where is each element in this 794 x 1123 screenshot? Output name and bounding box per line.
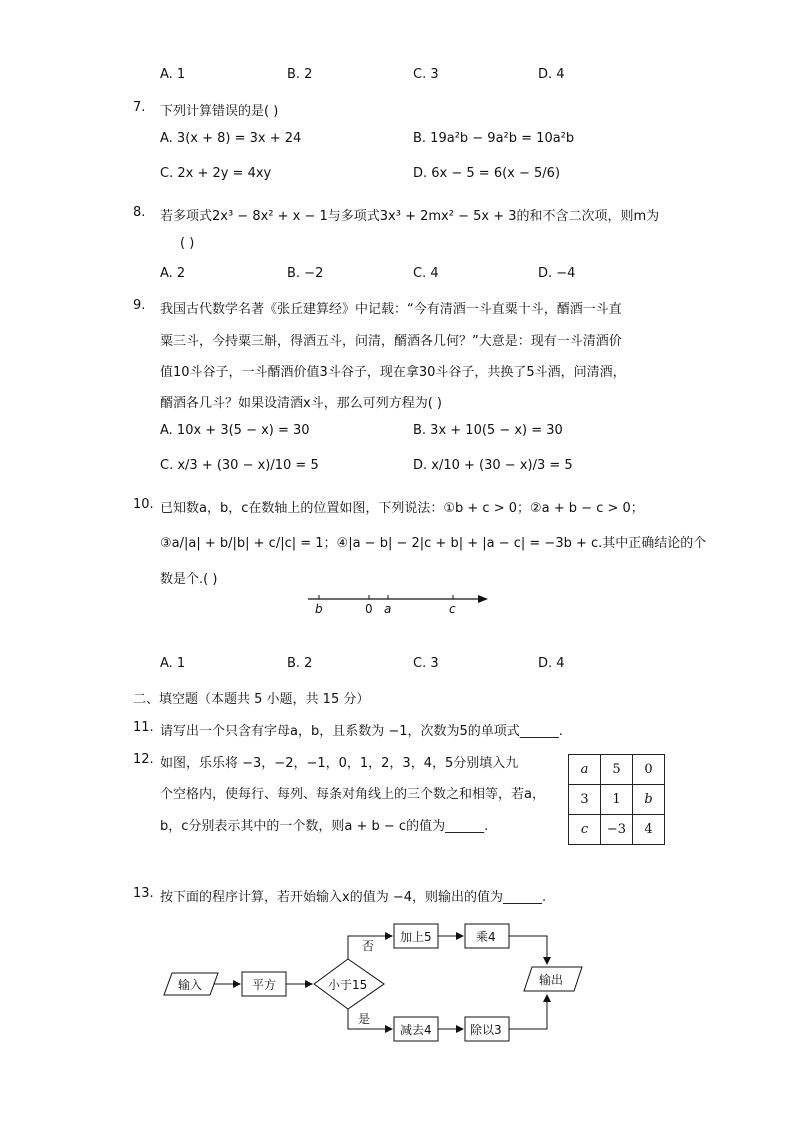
q9-number: 9. (133, 298, 146, 313)
q9-line: 醑酒各几斗？如果设清酒x斗，那么可列方程为( ) (160, 396, 442, 411)
q11-number: 11. (133, 720, 154, 735)
q6-option-a: A. 1 (160, 67, 186, 82)
q6-option-b: B. 2 (287, 67, 313, 82)
q7-option-b: B. 19a²b − 9a²b = 10a²b (413, 131, 575, 146)
q10-option-c: C. 3 (413, 656, 439, 671)
div3-label: 除以3 (470, 1023, 502, 1037)
q7-stem: 下列计算错误的是( ) (160, 104, 279, 119)
label-c: c (449, 602, 456, 616)
q7-option-c: C. 2x + 2y = 4xy (160, 166, 272, 181)
q9-line: 我国古代数学名著《张丘建算经》中记载：“今有清酒一斗直粟十斗，醑酒一斗直 (160, 302, 622, 317)
sub4-label: 减去4 (400, 1023, 432, 1037)
q9-option-c: C. x/3 + (30 − x)/10 = 5 (160, 458, 319, 473)
number-line-arrow (478, 595, 488, 603)
section-title: 二、填空题（本题共 5 小题，共 15 分） (133, 692, 370, 707)
q8-option-a: A. 2 (160, 266, 186, 281)
grid-cell: 0 (633, 755, 665, 785)
q10-line: 数是个.( ) (160, 572, 218, 587)
square-label: 平方 (252, 978, 277, 992)
q7-number: 7. (133, 100, 146, 115)
grid-cell: 5 (601, 755, 633, 785)
q10-option-a: A. 1 (160, 656, 186, 671)
q13-number: 13. (133, 886, 154, 901)
q12-line: 个空格内，使每行、每列、每条对角线上的三个数之和相等，若a， (160, 787, 545, 802)
q10-line: ③a/|a| + b/|b| + c/|c| = 1；④|a − b| − 2|c + b| + |a − c| = −3b + c.其中正确结论的个 (160, 536, 707, 551)
decision-label: 小于15 (328, 978, 368, 992)
q9-option-a: A. 10x + 3(5 − x) = 30 (160, 423, 310, 438)
q9-line: 粟三斗，今持粟三斛，得酒五斗，问清，醑酒各几何？”大意是：现有一斗清酒价 (160, 334, 622, 349)
grid-cell: b (633, 785, 665, 815)
q11-text: 请写出一个只含有字母a，b，且系数为 −1，次数为5的单项式______. (160, 724, 563, 739)
q9-option-b: B. 3x + 10(5 − x) = 30 (413, 423, 563, 438)
q8-option-b: B. −2 (287, 266, 324, 281)
arrow (509, 995, 547, 1029)
grid-cell: −3 (601, 815, 633, 845)
no-label: 否 (362, 939, 375, 953)
mul4-label: 乘4 (476, 930, 496, 944)
q8-stem-bracket: ( ) (180, 236, 195, 251)
q9-option-d: D. x/10 + (30 − x)/3 = 5 (413, 458, 573, 473)
q10-option-b: B. 2 (287, 656, 313, 671)
q8-number: 8. (133, 205, 146, 220)
flowchart (150, 915, 600, 1050)
add5-label: 加上5 (400, 930, 432, 944)
magic-square-grid (568, 754, 665, 845)
q10-number: 10. (133, 497, 154, 512)
q10-option-d: D. 4 (538, 656, 565, 671)
q8-option-c: C. 4 (413, 266, 439, 281)
arrow (509, 936, 547, 964)
q10-line: 已知数a，b，c在数轴上的位置如图，下列说法：①b + c > 0；②a + b − c > 0； (160, 501, 644, 516)
q12-number: 12. (133, 752, 154, 767)
q8-option-d: D. −4 (538, 266, 576, 281)
q6-option-d: D. 4 (538, 67, 565, 82)
output-label: 输出 (539, 973, 564, 987)
q7-option-d: D. 6x − 5 = 6(x − 5/6) (413, 166, 561, 181)
grid-cell: 3 (569, 785, 601, 815)
input-label: 输入 (178, 978, 203, 992)
q6-option-c: C. 3 (413, 67, 439, 82)
q12-line: b，c分别表示其中的一个数，则a + b − c的值为______. (160, 819, 489, 834)
q12-line: 如图，乐乐将 −3，−2，−1，0，1，2，3，4，5分别填入九 (160, 756, 519, 771)
grid-cell: 1 (601, 785, 633, 815)
number-line-figure (300, 585, 500, 621)
q8-stem: 若多项式2x³ − 8x² + x − 1与多项式3x³ + 2mx² − 5x + 3的和不含二次项，则m为 (160, 209, 660, 224)
q9-line: 值10斗谷子，一斗醑酒价值3斗谷子，现在拿30斗谷子，共换了5斗酒，问清酒， (160, 365, 626, 380)
yes-label: 是 (358, 1012, 371, 1026)
grid-cell: a (569, 755, 601, 785)
label-a: a (384, 602, 392, 616)
label-0: 0 (365, 602, 373, 616)
grid-cell: 4 (633, 815, 665, 845)
grid-cell: c (569, 815, 601, 845)
label-b: b (315, 602, 323, 616)
q7-option-a: A. 3(x + 8) = 3x + 24 (160, 131, 302, 146)
q13-text: 按下面的程序计算，若开始输入x的值为 −4，则输出的值为______. (160, 890, 547, 905)
